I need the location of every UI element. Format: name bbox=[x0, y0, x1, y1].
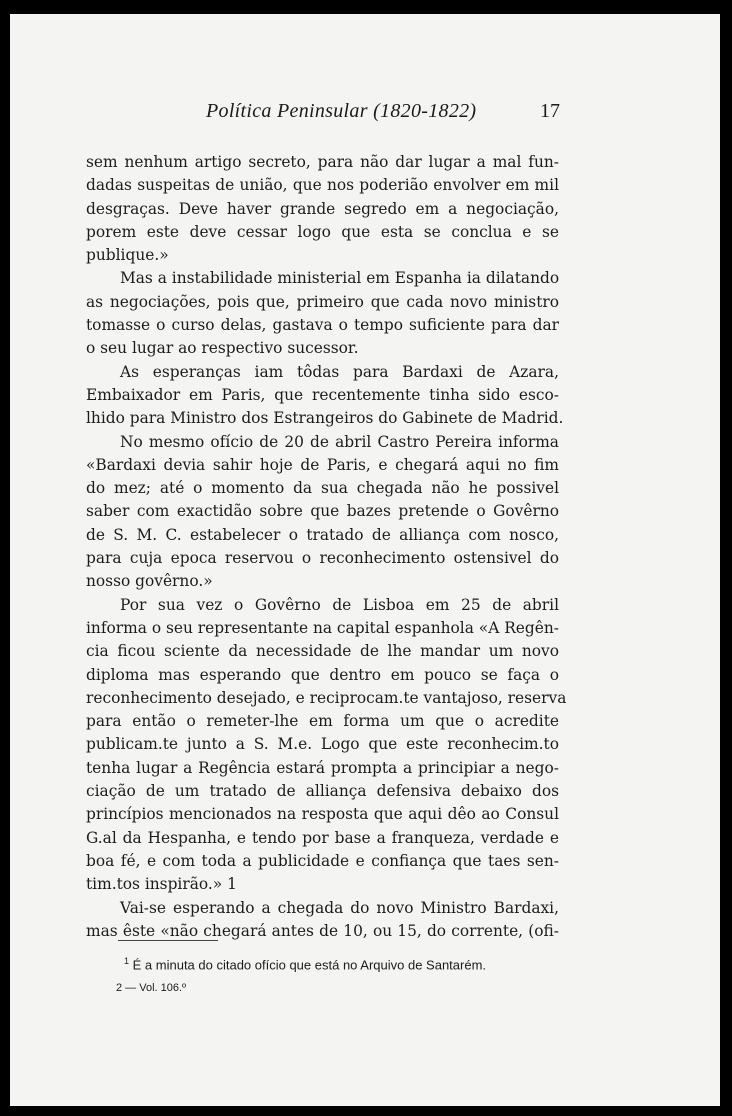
text-line: diploma mas esperando que dentro em pouco se faça o bbox=[86, 665, 559, 684]
text-line: para então o remeter-lhe em forma um que o acredite bbox=[86, 712, 559, 731]
text-line: Por sua vez o Govêrno de Lisboa em 25 de abril bbox=[120, 595, 559, 614]
text-line: dadas suspeitas de união, que nos poderião envolver em mil bbox=[86, 176, 559, 195]
page-header bbox=[10, 100, 720, 130]
document-page bbox=[10, 14, 720, 1106]
text-line: saber com exactidão sobre que bazes pretende o Govêrno bbox=[86, 502, 559, 521]
footnote-text: É a minuta do citado ofício que está no Arquivo de Santarém. bbox=[132, 957, 487, 973]
text-line: mas êste «não chegará antes de 10, ou 15, do corrente, (ofi- bbox=[86, 921, 559, 940]
text-line: porem este deve cessar logo que esta se conclua e se bbox=[86, 222, 559, 241]
text-line: publicam.te junto a S. M.e. Logo que este reconhecim.to bbox=[86, 735, 559, 754]
text-line: Embaixador em Paris, que recentemente tinha sido esco- bbox=[86, 385, 559, 404]
body-text bbox=[86, 151, 567, 943]
footnote bbox=[124, 956, 486, 972]
text-line: o seu lugar ao respectivo sucessor. bbox=[86, 339, 359, 358]
text-line: As esperanças iam tôdas para Bardaxi de Azara, bbox=[120, 362, 559, 381]
text-line: G.al da Hespanha, e tendo por base a franqueza, verdade e bbox=[86, 828, 559, 847]
printer-signature: 2 — Vol. 106.º bbox=[116, 982, 187, 994]
text-line: boa fé, e com toda a publicidade e confiança que taes sen- bbox=[86, 851, 559, 870]
text-line: nosso govêrno.» bbox=[86, 572, 213, 591]
footnote-marker: 1 bbox=[124, 956, 130, 966]
text-line: princípios mencionados na resposta que aqui dêo ao Consul bbox=[86, 805, 559, 824]
text-line: de S. M. C. estabelecer o tratado de alliança com nosco, bbox=[86, 525, 559, 544]
text-line: tim.tos inspirão.» 1 bbox=[86, 875, 237, 894]
text-line: Vai-se esperando a chegada do novo Ministro Bardaxi, bbox=[120, 898, 559, 917]
text-line: para cuja epoca reservou o reconhecimento ostensivel do bbox=[86, 549, 559, 568]
text-line: «Bardaxi devia sahir hoje de Paris, e chegará aqui no fim bbox=[86, 455, 559, 474]
text-line: ciação de um tratado de alliança defensiva debaixo dos bbox=[86, 782, 559, 801]
text-line: publique.» bbox=[86, 246, 169, 265]
text-line: desgraças. Deve haver grande segredo em a negociação, bbox=[86, 199, 559, 218]
page-number: 17 bbox=[540, 100, 560, 122]
text-line: tomasse o curso delas, gastava o tempo suficiente para dar bbox=[86, 316, 559, 335]
text-line: Mas a instabilidade ministerial em Espanha ia dilatando bbox=[120, 269, 560, 288]
text-line: do mez; até o momento da sua chegada não he possivel bbox=[86, 479, 559, 498]
text-line: cia ficou sciente da necessidade de lhe mandar um novo bbox=[86, 642, 559, 661]
text-line: as negociações, pois que, primeiro que cada novo ministro bbox=[86, 292, 559, 311]
text-line: No mesmo ofício de 20 de abril Castro Pereira informa bbox=[120, 432, 559, 451]
text-line: informa o seu representante na capital espanhola «A Regên- bbox=[86, 618, 559, 637]
running-title: Política Peninsular (1820-1822) bbox=[206, 100, 477, 122]
text-line: lhido para Ministro dos Estrangeiros do Gabinete de Madrid. bbox=[86, 409, 564, 428]
text-line: tenha lugar a Regência estará prompta a principiar a nego- bbox=[86, 758, 559, 777]
text-line: sem nenhum artigo secreto, para não dar lugar a mal fun- bbox=[86, 153, 559, 171]
text-line: reconhecimento desejado, e reciprocam.te vantajoso, reserva bbox=[86, 688, 567, 707]
footnote-separator bbox=[118, 940, 218, 941]
